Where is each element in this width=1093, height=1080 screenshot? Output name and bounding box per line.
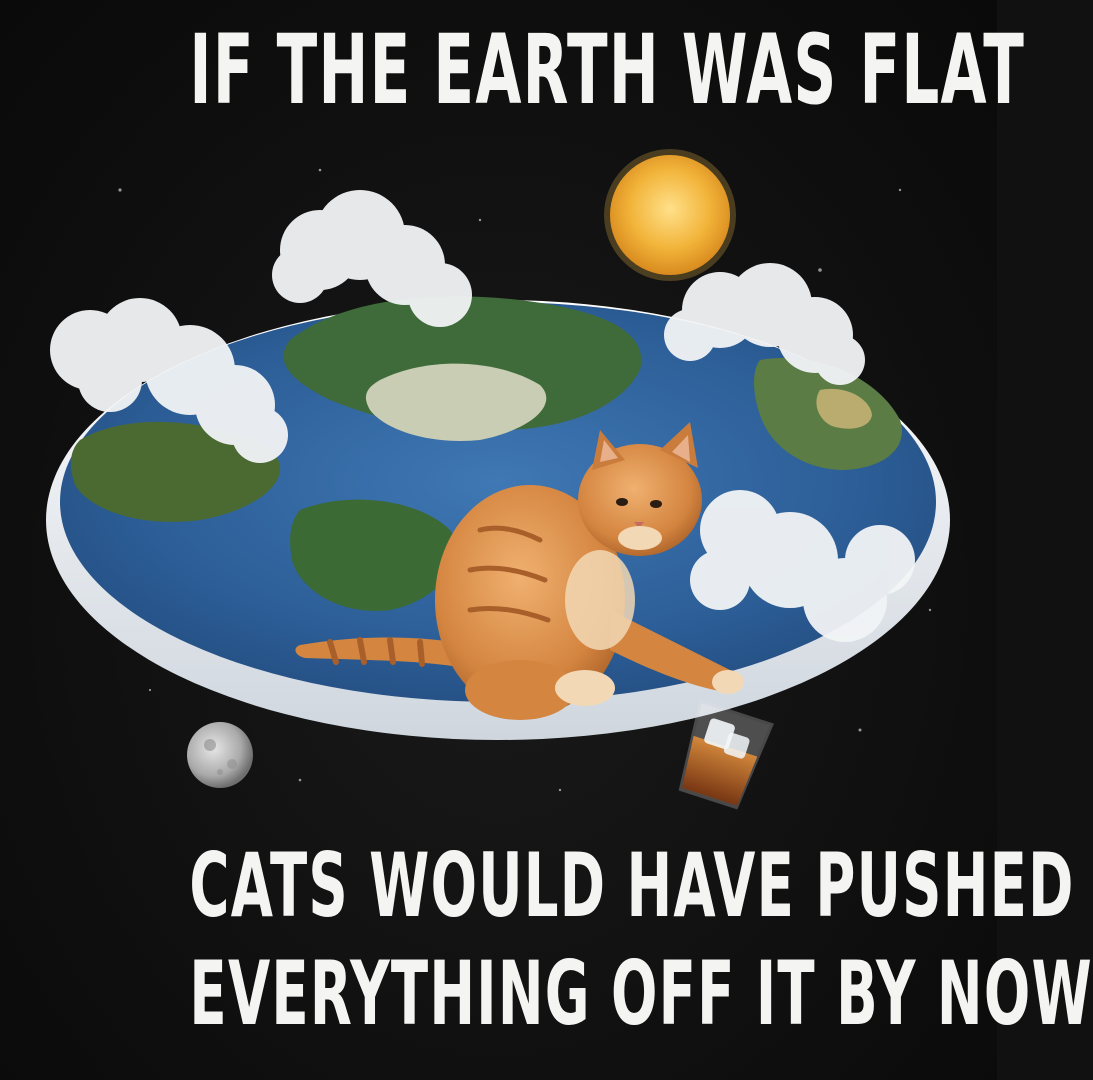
flat-earth-scene bbox=[0, 130, 997, 830]
moon-icon bbox=[187, 722, 253, 788]
sun-icon bbox=[604, 149, 736, 281]
scene-illustration bbox=[0, 130, 997, 830]
bottom-caption-line-1: CATS WOULD HAVE PUSHED bbox=[189, 834, 1075, 937]
bottom-caption-line-2: EVERYTHING OFF IT BY NOW bbox=[189, 942, 1093, 1045]
top-caption: IF THE EARTH WAS FLAT bbox=[189, 14, 1026, 126]
